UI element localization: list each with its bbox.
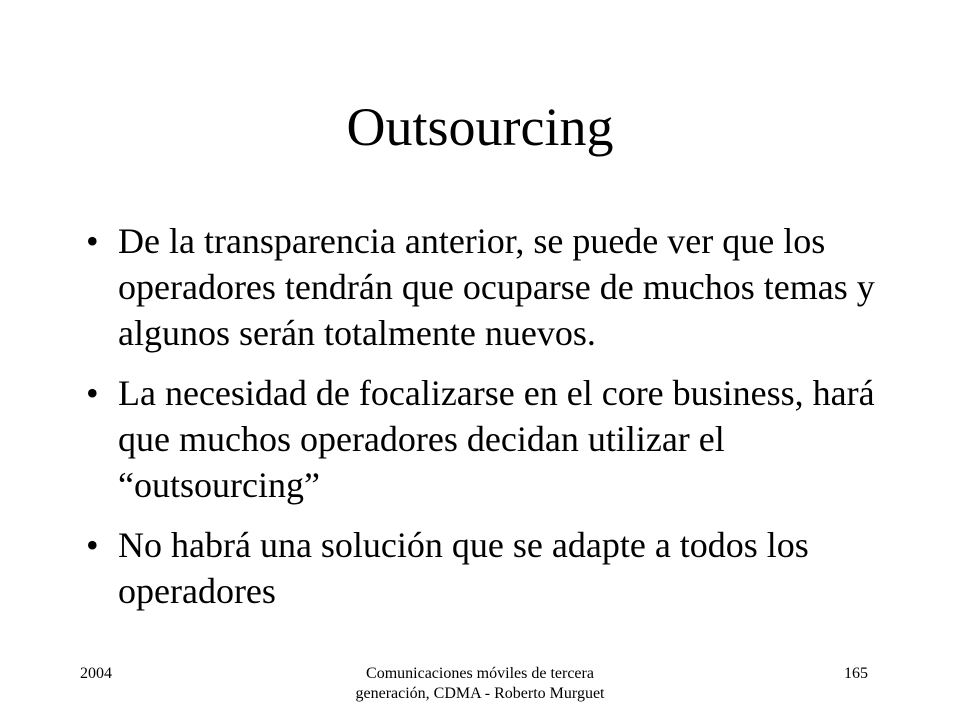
slide-title: Outsourcing (346, 97, 614, 157)
page-number: 165 (844, 665, 868, 682)
bullet-icon: • (86, 221, 99, 261)
footer-caption: Comunicaciones móviles de tercera generación, CDMA - Roberto Murguet (355, 665, 605, 702)
bullet-icon: • (86, 373, 99, 413)
bullet-list (86, 218, 886, 628)
bullet-item (86, 522, 886, 614)
footer-year: 2004 (80, 665, 112, 682)
bullet-text: La necesidad de focalizarse en el core business, hará que muchos operadores decidan utilizar el “outsourcing” (118, 373, 875, 505)
bullet-item (86, 370, 886, 508)
bullet-text: No habrá una solución que se adapte a todos los operadores (118, 525, 809, 611)
bullet-item (86, 218, 886, 356)
bullet-text: De la transparencia anterior, se puede ver que los operadores tendrán que ocuparse de muchos temas y algunos serán totalmente nuevos. (118, 221, 875, 353)
bullet-icon: • (86, 525, 99, 565)
